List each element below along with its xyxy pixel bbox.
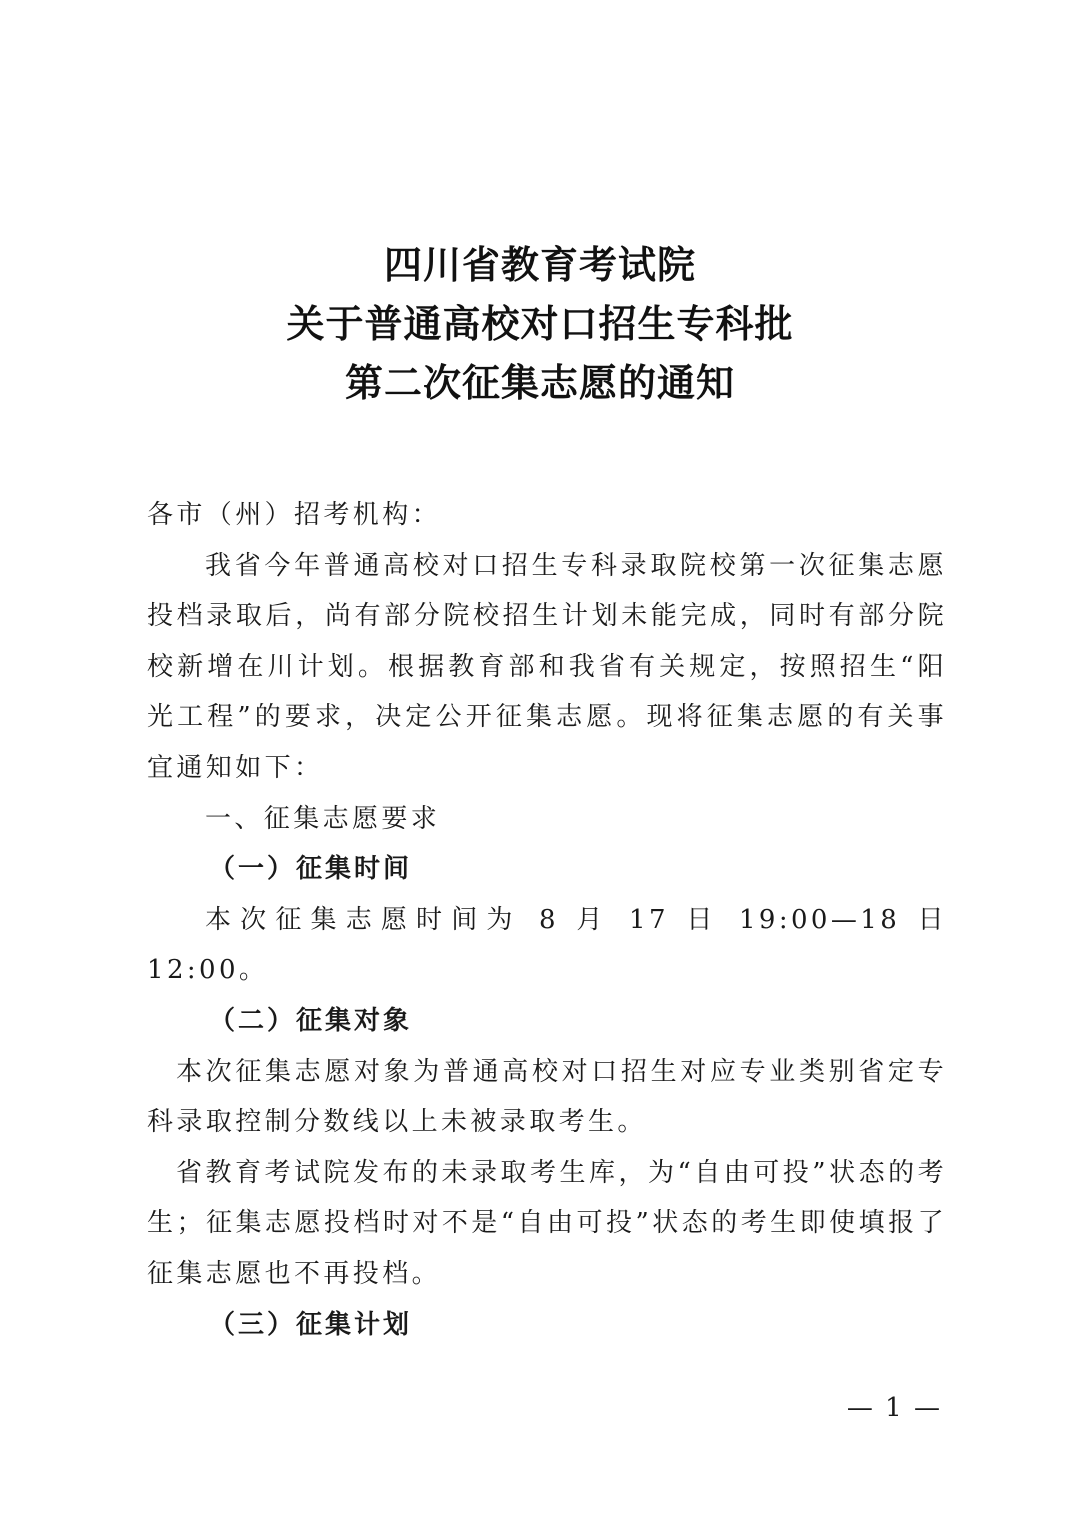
title-line-3: 第二次征集志愿的通知	[344, 361, 735, 405]
intro-paragraph: 我省今年普通高校对口招生专科录取院校第一次征集志愿投档录取后，尚有部分院校招生计划未能完成，同时有部分院校新增在川计划。根据教育部和我省有关规定，按照招生“阳光工程”的要求，决定公开征集志愿。现将征集志愿的有关事宜通知如下：	[147, 550, 947, 783]
document-body	[147, 490, 947, 1350]
title-line-2: 关于普通高校对口招生专科批	[286, 302, 794, 346]
subsection-heading-plan: （三）征集计划	[209, 1309, 413, 1340]
subsection-text-time: 本次征集志愿时间为 8 月 17 日 19:00—18 日 12:00。	[147, 904, 947, 986]
subsection-text-target-2: 省教育考试院发布的未录取考生库，为“自由可投”状态的考生；征集志愿投档时对不是“自由可投”状态的考生即使填报了征集志愿也不再投档。	[147, 1157, 947, 1289]
section-heading-1: 一、征集志愿要求	[205, 803, 441, 834]
subsection-text-target-1: 本次征集志愿对象为普通高校对口招生对应专业类别省定专科录取控制分数线以上未被录取考生。	[147, 1056, 947, 1138]
subsection-heading-time: （一）征集时间	[209, 854, 413, 885]
salutation: 各市（州）招考机构：	[147, 500, 442, 530]
title-line-1: 四川省教育考试院	[383, 243, 696, 287]
subsection-heading-target: （二）征集对象	[209, 1005, 413, 1036]
page-number: — 1 —	[846, 1393, 942, 1423]
document-title	[0, 236, 1080, 413]
